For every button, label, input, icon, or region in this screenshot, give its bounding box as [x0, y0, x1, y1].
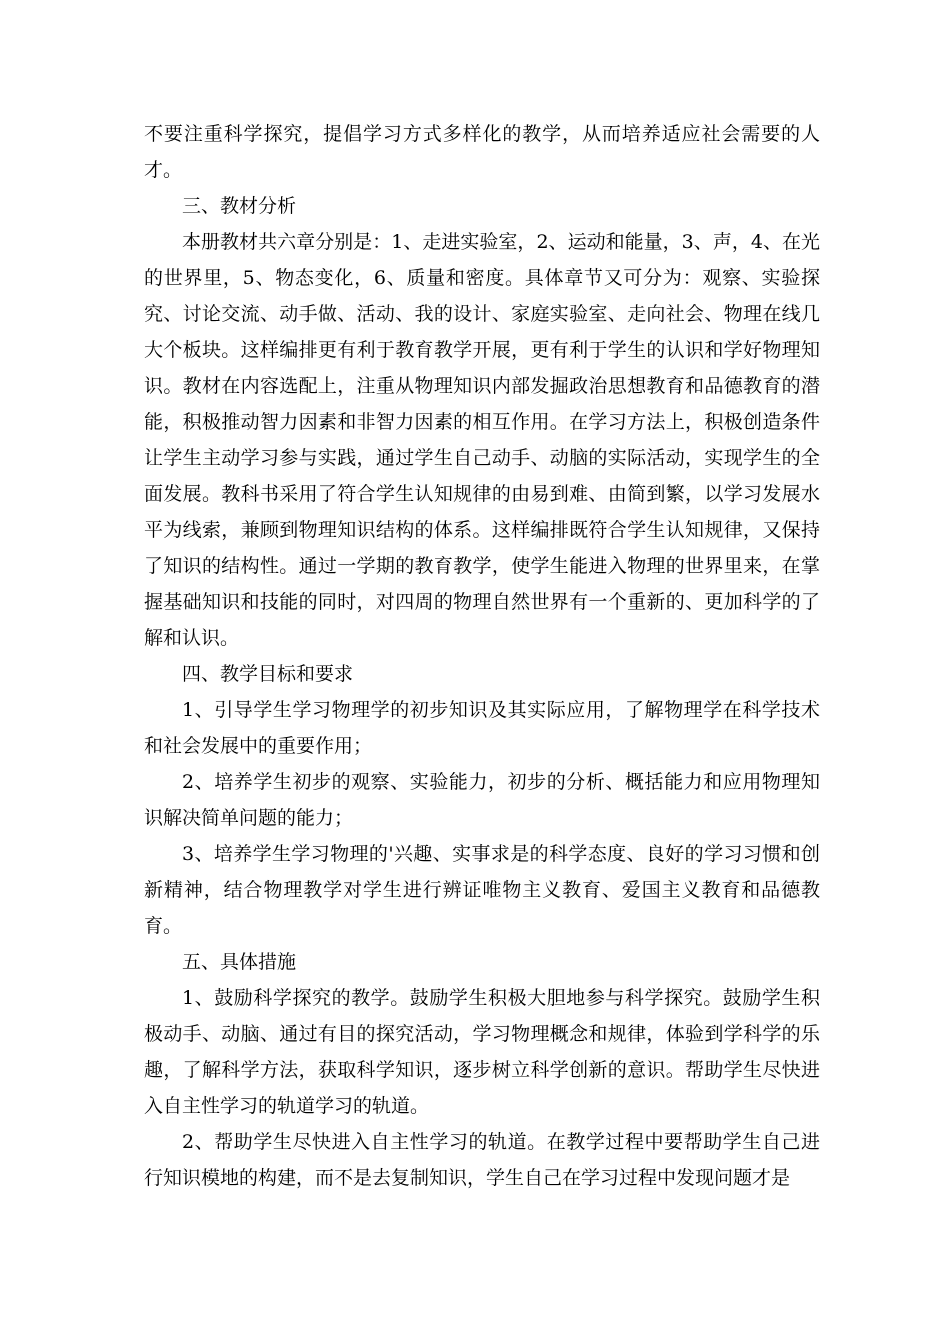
paragraph-goal-3: 3、培养学生学习物理的'兴趣、实事求是的科学态度、良好的学习习惯和创新精神，结合物理教学对学生进行辨证唯物主义教育、爱国主义教育和品德教育。: [144, 843, 820, 937]
section-heading-textbook-analysis: 三、教材分析: [182, 195, 297, 217]
paragraph-goal-1: 1、引导学生学习物理学的初步知识及其实际应用，了解物理学在科学技术和社会发展中的重要作用；: [144, 699, 820, 757]
paragraph-continuation: 不要注重科学探究，提倡学习方式多样化的教学，从而培养适应社会需要的人才。: [144, 123, 820, 181]
section-heading-measures: 五、具体措施: [182, 951, 297, 973]
paragraph-measure-1: 1、鼓励科学探究的教学。鼓励学生积极大胆地参与科学探究。鼓励学生积极动手、动脑、通过有目的探究活动，学习物理概念和规律，体验到学科学的乐趣，了解科学方法，获取科学知识，逐步树立科学创新的意识。帮助学生尽快进入自主性学习的轨道学习的轨道。: [144, 987, 820, 1117]
paragraph-goal-2: 2、培养学生初步的观察、实验能力，初步的分析、概括能力和应用物理知识解决简单问题的能力；: [144, 771, 820, 829]
document-page: [144, 116, 820, 1196]
section-heading-teaching-goals: 四、教学目标和要求: [182, 663, 354, 685]
paragraph-measure-2: 2、帮助学生尽快进入自主性学习的轨道。在教学过程中要帮助学生自己进行知识模地的构建，而不是去复制知识，学生自己在学习过程中发现问题才是: [144, 1131, 820, 1189]
paragraph-textbook-analysis: 本册教材共六章分别是：1、走进实验室，2、运动和能量，3、声，4、在光的世界里，5、物态变化，6、质量和密度。具体章节又可分为：观察、实验探究、讨论交流、动手做、活动、我的设计、家庭实验室、走向社会、物理在线几大个板块。这样编排更有利于教育教学开展，更有利于学生的认识和学好物理知识。教材在内容选配上，注重从物理知识内部发掘政治思想教育和品德教育的潜能，积极推动智力因素和非智力因素的相互作用。在学习方法上，积极创造条件让学生主动学习参与实践，通过学生自己动手、动脑的实际活动，实现学生的全面发展。教科书采用了符合学生认知规律的由易到难、由简到繁，以学习发展水平为线索，兼顾到物理知识结构的体系。这样编排既符合学生认知规律，又保持了知识的结构性。通过一学期的教育教学，使学生能进入物理的世界里来，在掌握基础知识和技能的同时，对四周的物理自然世界有一个重新的、更加科学的了解和认识。: [144, 231, 820, 649]
